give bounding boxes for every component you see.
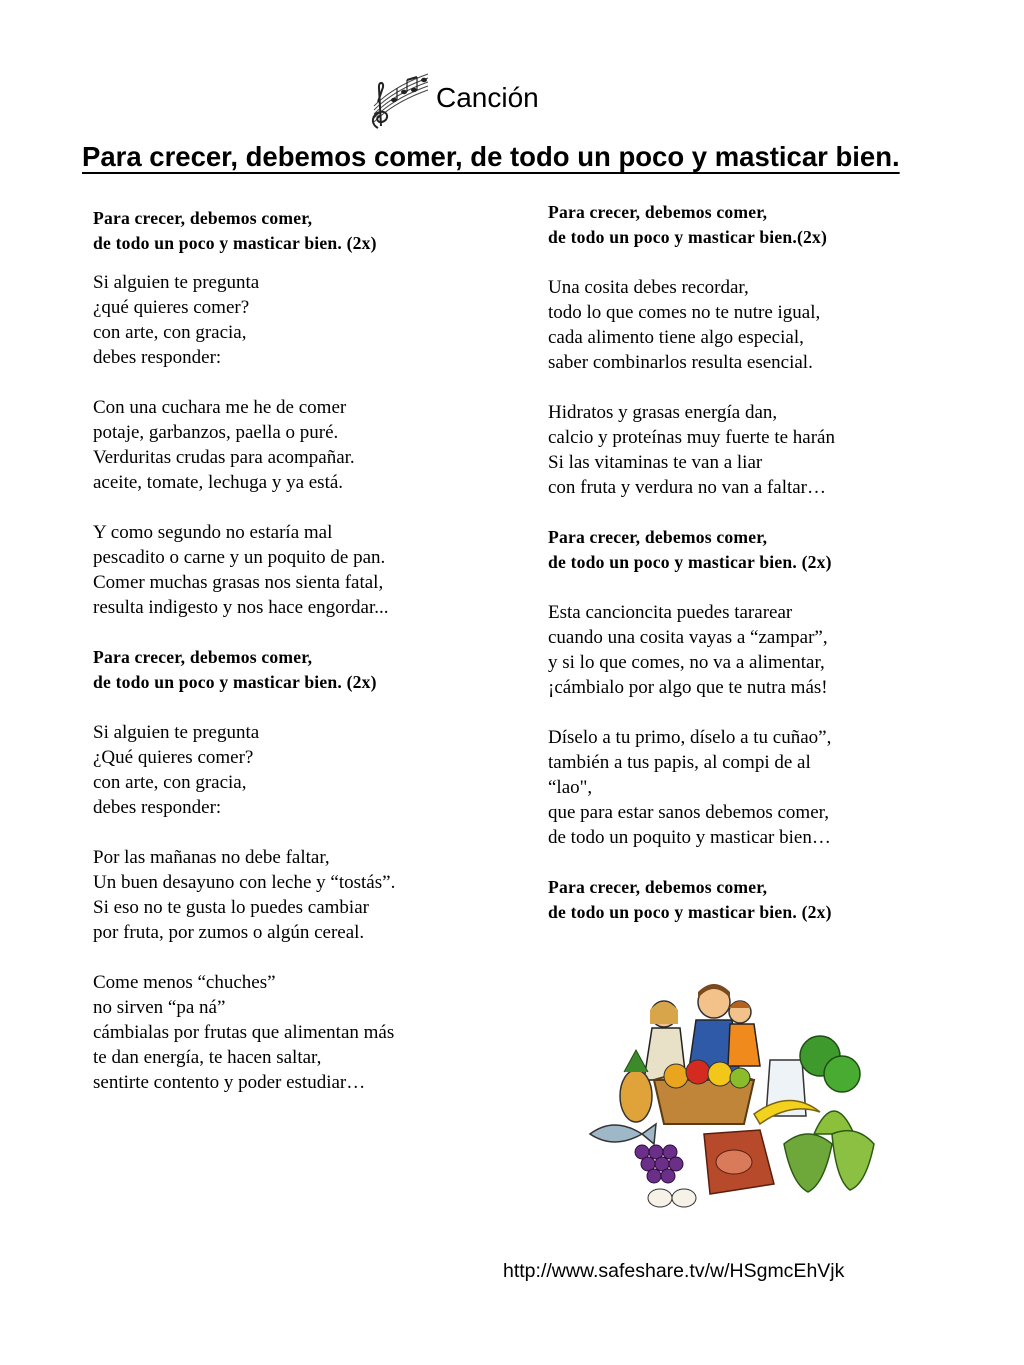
chorus-block [93,206,523,256]
verse-line: debes responder: [93,347,222,368]
verse-line: también a tus papis, al compi de al [548,752,811,773]
verse-line: Y como segundo no estaría mal [93,522,333,543]
verse-line: que para estar sanos debemos comer, [548,802,829,823]
chorus-line: Para crecer, debemos comer, [93,647,313,667]
verse-block [93,270,523,370]
song-header [0,62,1024,132]
verse-line: Por las mañanas no debe faltar, [93,847,330,868]
verse-line: no sirven “pa ná” [93,997,226,1018]
chorus-line: de todo un poco y masticar bien.(2x) [548,227,828,247]
verse-block [93,520,523,620]
verse-line: resulta indigesto y nos hace engordar... [93,597,389,618]
chorus-block [93,645,523,695]
chorus-block [548,200,978,250]
verse-line: pescadito o carne y un poquito de pan. [93,547,386,568]
verse-block [93,845,523,945]
left-column [93,206,523,1095]
verse-line: Comer muchas grasas nos sienta fatal, [93,572,384,593]
verse-line: con arte, con gracia, [93,322,247,343]
verse-block [93,395,523,495]
verse-line: por fruta, por zumos o algún cereal. [93,922,365,943]
verse-line: Si alguien te pregunta [93,722,260,743]
chorus-line: de todo un poco y masticar bien. (2x) [548,552,832,572]
verse-line: Si alguien te pregunta [93,272,260,293]
chorus-block [548,875,978,925]
verse-line: debes responder: [93,797,222,818]
chorus-line: Para crecer, debemos comer, [548,877,768,897]
verse-line: aceite, tomate, lechuga y ya está. [93,472,344,493]
verse-line: todo lo que comes no te nutre igual, [548,302,821,323]
verse-line: ¿Qué quieres comer? [93,747,254,768]
family-food-illustration [584,984,884,1214]
verse-line: Si eso no te gusta lo puedes cambiar [93,897,369,918]
page-title: Para crecer, debemos comer, de todo un poco y masticar bien. [82,141,900,172]
verse-line: con arte, con gracia, [93,772,247,793]
music-notes-icon [364,66,432,130]
chorus-block [548,525,978,575]
verse-line: ¡cámbialo por algo que te nutra más! [548,677,828,698]
verse-line: cámbialas por frutas que alimentan más [93,1022,395,1043]
verse-block [548,400,978,500]
verse-line: Come menos “chuches” [93,972,276,993]
verse-block [548,275,978,375]
chorus-line: de todo un poco y masticar bien. (2x) [548,902,832,922]
verse-line: Una cosita debes recordar, [548,277,749,298]
chorus-line: Para crecer, debemos comer, [548,202,768,222]
verse-line: cada alimento tiene algo especial, [548,327,804,348]
verse-line: Esta cancioncita puedes tararear [548,602,793,623]
verse-line: con fruta y verdura no van a faltar… [548,477,827,498]
chorus-line: Para crecer, debemos comer, [548,527,768,547]
verse-line: cuando una cosita vayas a “zampar”, [548,627,828,648]
chorus-line: Para crecer, debemos comer, [93,208,313,228]
verse-line: potaje, garbanzos, paella o puré. [93,422,339,443]
verse-block [93,970,523,1095]
verse-line: sentirte contento y poder estudiar… [93,1072,366,1093]
chorus-line: de todo un poco y masticar bien. (2x) [93,672,377,692]
header-label: Canción [436,82,539,113]
verse-line: de todo un poquito y masticar bien… [548,827,831,848]
verse-line: Hidratos y grasas energía dan, [548,402,778,423]
chorus-line: de todo un poco y masticar bien. (2x) [93,233,377,253]
right-column [548,200,978,925]
verse-block [548,725,978,850]
verse-line: “lao", [548,777,593,798]
verse-line: Con una cuchara me he de comer [93,397,347,418]
verse-line: ¿qué quieres comer? [93,297,250,318]
verse-line: saber combinarlos resulta esencial. [548,352,813,373]
verse-line: calcio y proteínas muy fuerte te harán [548,427,835,448]
verse-line: Díselo a tu primo, díselo a tu cuñao”, [548,727,832,748]
verse-block [93,720,523,820]
verse-line: te dan energía, te hacen saltar, [93,1047,322,1068]
verse-line: Verduritas crudas para acompañar. [93,447,355,468]
verse-line: y si lo que comes, no va a alimentar, [548,652,825,673]
video-link[interactable]: http://www.safeshare.tv/w/HSgmcEhVjk [503,1260,845,1282]
verse-block [548,600,978,700]
verse-line: Si las vitaminas te van a liar [548,452,763,473]
verse-line: Un buen desayuno con leche y “tostás”. [93,872,396,893]
